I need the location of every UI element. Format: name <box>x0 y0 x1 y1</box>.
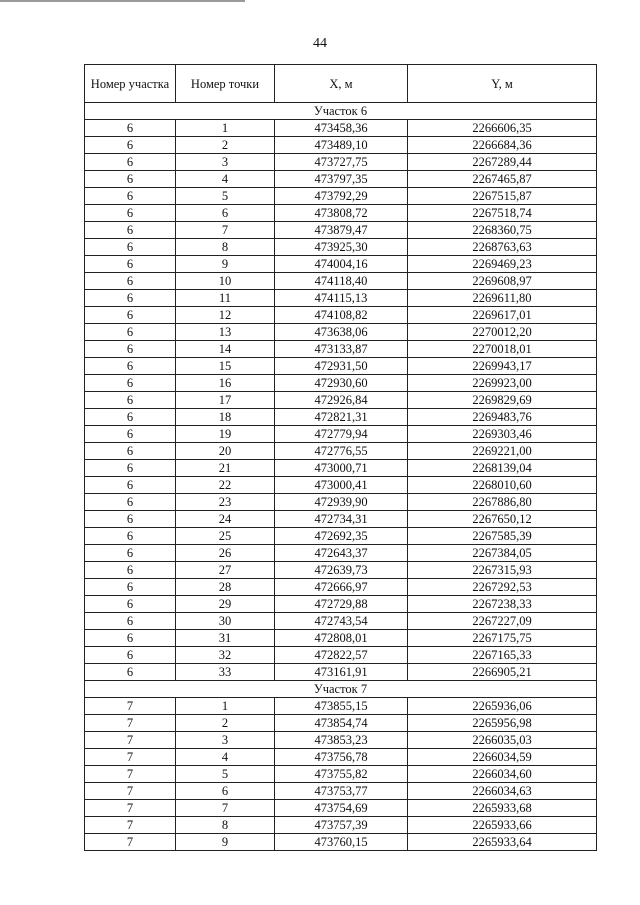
cell-x: 472808,01 <box>275 630 408 647</box>
table-row <box>85 528 597 545</box>
table-row <box>85 392 597 409</box>
cell-point-number: 6 <box>176 783 275 800</box>
cell-y: 2267292,53 <box>408 579 597 596</box>
cell-x: 473797,35 <box>275 171 408 188</box>
cell-point-number: 16 <box>176 375 275 392</box>
scan-edge-line <box>0 0 245 2</box>
table-row <box>85 120 597 137</box>
cell-x: 472734,31 <box>275 511 408 528</box>
cell-y: 2267886,80 <box>408 494 597 511</box>
cell-point-number: 9 <box>176 834 275 851</box>
cell-x: 472931,50 <box>275 358 408 375</box>
table-row <box>85 562 597 579</box>
cell-x: 472729,88 <box>275 596 408 613</box>
cell-y: 2265933,68 <box>408 800 597 817</box>
cell-plot-number: 7 <box>85 766 176 783</box>
table-row <box>85 154 597 171</box>
cell-x: 472821,31 <box>275 409 408 426</box>
cell-x: 473638,06 <box>275 324 408 341</box>
cell-point-number: 2 <box>176 137 275 154</box>
cell-y: 2265956,98 <box>408 715 597 732</box>
cell-y: 2269483,76 <box>408 409 597 426</box>
cell-x: 473000,71 <box>275 460 408 477</box>
cell-plot-number: 7 <box>85 834 176 851</box>
table-row <box>85 664 597 681</box>
table-row <box>85 477 597 494</box>
table-row <box>85 290 597 307</box>
cell-point-number: 19 <box>176 426 275 443</box>
cell-point-number: 5 <box>176 188 275 205</box>
cell-point-number: 8 <box>176 817 275 834</box>
cell-x: 472643,37 <box>275 545 408 562</box>
cell-point-number: 21 <box>176 460 275 477</box>
table-row <box>85 222 597 239</box>
table-row <box>85 834 597 851</box>
page-number: 44 <box>313 36 327 51</box>
cell-point-number: 3 <box>176 154 275 171</box>
cell-plot-number: 6 <box>85 239 176 256</box>
cell-point-number: 28 <box>176 579 275 596</box>
cell-point-number: 22 <box>176 477 275 494</box>
coordinates-table <box>84 64 597 851</box>
cell-y: 2270018,01 <box>408 341 597 358</box>
cell-y: 2267175,75 <box>408 630 597 647</box>
cell-y: 2266684,36 <box>408 137 597 154</box>
cell-point-number: 7 <box>176 800 275 817</box>
table-row <box>85 460 597 477</box>
cell-plot-number: 6 <box>85 562 176 579</box>
table-row <box>85 630 597 647</box>
cell-y: 2270012,20 <box>408 324 597 341</box>
cell-x: 472822,57 <box>275 647 408 664</box>
cell-plot-number: 6 <box>85 188 176 205</box>
cell-x: 472692,35 <box>275 528 408 545</box>
cell-plot-number: 6 <box>85 579 176 596</box>
cell-x: 473755,82 <box>275 766 408 783</box>
cell-y: 2267289,44 <box>408 154 597 171</box>
cell-point-number: 4 <box>176 749 275 766</box>
cell-point-number: 25 <box>176 528 275 545</box>
cell-y: 2267227,09 <box>408 613 597 630</box>
table-row <box>85 171 597 188</box>
table-row <box>85 188 597 205</box>
cell-plot-number: 6 <box>85 290 176 307</box>
cell-plot-number: 7 <box>85 715 176 732</box>
cell-y: 2269221,00 <box>408 443 597 460</box>
cell-x: 473754,69 <box>275 800 408 817</box>
cell-point-number: 10 <box>176 273 275 290</box>
header-x: X, м <box>275 65 408 103</box>
table-row <box>85 239 597 256</box>
cell-point-number: 13 <box>176 324 275 341</box>
cell-plot-number: 6 <box>85 154 176 171</box>
cell-x: 472930,60 <box>275 375 408 392</box>
cell-point-number: 2 <box>176 715 275 732</box>
cell-y: 2267238,33 <box>408 596 597 613</box>
cell-y: 2266034,60 <box>408 766 597 783</box>
cell-x: 472926,84 <box>275 392 408 409</box>
cell-point-number: 23 <box>176 494 275 511</box>
cell-y: 2267384,05 <box>408 545 597 562</box>
cell-x: 473753,77 <box>275 783 408 800</box>
cell-x: 474118,40 <box>275 273 408 290</box>
table-row <box>85 307 597 324</box>
cell-y: 2269608,97 <box>408 273 597 290</box>
cell-y: 2267585,39 <box>408 528 597 545</box>
cell-point-number: 14 <box>176 341 275 358</box>
cell-point-number: 27 <box>176 562 275 579</box>
table-row <box>85 409 597 426</box>
cell-plot-number: 6 <box>85 647 176 664</box>
cell-y: 2265936,06 <box>408 698 597 715</box>
cell-plot-number: 6 <box>85 409 176 426</box>
cell-plot-number: 6 <box>85 392 176 409</box>
cell-y: 2267518,74 <box>408 205 597 222</box>
cell-x: 473000,41 <box>275 477 408 494</box>
cell-y: 2269943,17 <box>408 358 597 375</box>
cell-x: 473757,39 <box>275 817 408 834</box>
cell-plot-number: 6 <box>85 426 176 443</box>
cell-y: 2269303,46 <box>408 426 597 443</box>
cell-plot-number: 6 <box>85 443 176 460</box>
cell-y: 2268139,04 <box>408 460 597 477</box>
table-body <box>85 103 597 851</box>
cell-y: 2269611,80 <box>408 290 597 307</box>
cell-x: 473879,47 <box>275 222 408 239</box>
table-row <box>85 732 597 749</box>
cell-plot-number: 6 <box>85 120 176 137</box>
cell-point-number: 6 <box>176 205 275 222</box>
section-row <box>85 103 597 120</box>
cell-y: 2266034,63 <box>408 783 597 800</box>
section-row <box>85 681 597 698</box>
cell-point-number: 1 <box>176 698 275 715</box>
cell-point-number: 32 <box>176 647 275 664</box>
cell-point-number: 9 <box>176 256 275 273</box>
cell-x: 473458,36 <box>275 120 408 137</box>
cell-point-number: 18 <box>176 409 275 426</box>
cell-plot-number: 7 <box>85 800 176 817</box>
table-row <box>85 511 597 528</box>
cell-plot-number: 7 <box>85 749 176 766</box>
cell-x: 472743,54 <box>275 613 408 630</box>
cell-x: 472939,90 <box>275 494 408 511</box>
cell-point-number: 8 <box>176 239 275 256</box>
table-row <box>85 800 597 817</box>
cell-plot-number: 6 <box>85 664 176 681</box>
cell-x: 473161,91 <box>275 664 408 681</box>
cell-plot-number: 6 <box>85 205 176 222</box>
cell-y: 2266034,59 <box>408 749 597 766</box>
table-row <box>85 205 597 222</box>
cell-plot-number: 6 <box>85 358 176 375</box>
cell-x: 474115,13 <box>275 290 408 307</box>
cell-point-number: 4 <box>176 171 275 188</box>
cell-plot-number: 6 <box>85 630 176 647</box>
table-row <box>85 613 597 630</box>
cell-plot-number: 6 <box>85 341 176 358</box>
cell-plot-number: 6 <box>85 307 176 324</box>
table-row <box>85 137 597 154</box>
cell-point-number: 3 <box>176 732 275 749</box>
header-point-number: Номер точки <box>176 65 275 103</box>
table-row <box>85 494 597 511</box>
table-row <box>85 545 597 562</box>
cell-plot-number: 6 <box>85 171 176 188</box>
table-row <box>85 817 597 834</box>
section-title: Участок 6 <box>85 103 597 120</box>
table-row <box>85 715 597 732</box>
cell-y: 2266606,35 <box>408 120 597 137</box>
cell-point-number: 26 <box>176 545 275 562</box>
cell-plot-number: 7 <box>85 817 176 834</box>
table-row <box>85 341 597 358</box>
cell-y: 2267315,93 <box>408 562 597 579</box>
section-title: Участок 7 <box>85 681 597 698</box>
cell-point-number: 24 <box>176 511 275 528</box>
cell-plot-number: 6 <box>85 222 176 239</box>
cell-x: 473925,30 <box>275 239 408 256</box>
cell-x: 473808,72 <box>275 205 408 222</box>
cell-x: 474004,16 <box>275 256 408 273</box>
cell-plot-number: 6 <box>85 324 176 341</box>
cell-y: 2269923,00 <box>408 375 597 392</box>
cell-plot-number: 6 <box>85 528 176 545</box>
table-row <box>85 426 597 443</box>
cell-point-number: 15 <box>176 358 275 375</box>
cell-x: 473756,78 <box>275 749 408 766</box>
cell-x: 473489,10 <box>275 137 408 154</box>
table-row <box>85 324 597 341</box>
cell-x: 473792,29 <box>275 188 408 205</box>
cell-y: 2266905,21 <box>408 664 597 681</box>
cell-point-number: 20 <box>176 443 275 460</box>
header-row <box>85 65 597 103</box>
cell-plot-number: 6 <box>85 477 176 494</box>
table-row <box>85 766 597 783</box>
header-plot-number: Номер участка <box>85 65 176 103</box>
cell-y: 2269829,69 <box>408 392 597 409</box>
cell-x: 473760,15 <box>275 834 408 851</box>
cell-y: 2267650,12 <box>408 511 597 528</box>
cell-plot-number: 6 <box>85 375 176 392</box>
cell-x: 473727,75 <box>275 154 408 171</box>
cell-x: 472666,97 <box>275 579 408 596</box>
cell-plot-number: 7 <box>85 698 176 715</box>
table-row <box>85 698 597 715</box>
cell-x: 473853,23 <box>275 732 408 749</box>
cell-y: 2269617,01 <box>408 307 597 324</box>
cell-y: 2269469,23 <box>408 256 597 273</box>
table-row <box>85 749 597 766</box>
cell-plot-number: 6 <box>85 494 176 511</box>
cell-plot-number: 6 <box>85 511 176 528</box>
cell-plot-number: 6 <box>85 596 176 613</box>
cell-plot-number: 6 <box>85 613 176 630</box>
table-row <box>85 596 597 613</box>
cell-x: 473854,74 <box>275 715 408 732</box>
cell-plot-number: 6 <box>85 137 176 154</box>
cell-y: 2266035,03 <box>408 732 597 749</box>
cell-y: 2268360,75 <box>408 222 597 239</box>
cell-x: 473133,87 <box>275 341 408 358</box>
cell-point-number: 29 <box>176 596 275 613</box>
cell-point-number: 5 <box>176 766 275 783</box>
cell-point-number: 30 <box>176 613 275 630</box>
cell-point-number: 31 <box>176 630 275 647</box>
table-row <box>85 256 597 273</box>
table-row <box>85 783 597 800</box>
cell-y: 2267165,33 <box>408 647 597 664</box>
cell-y: 2267465,87 <box>408 171 597 188</box>
header-y: Y, м <box>408 65 597 103</box>
cell-plot-number: 7 <box>85 783 176 800</box>
table-row <box>85 273 597 290</box>
cell-y: 2265933,64 <box>408 834 597 851</box>
cell-x: 472776,55 <box>275 443 408 460</box>
cell-y: 2268010,60 <box>408 477 597 494</box>
cell-y: 2268763,63 <box>408 239 597 256</box>
table-row <box>85 358 597 375</box>
table-row <box>85 375 597 392</box>
cell-x: 472639,73 <box>275 562 408 579</box>
cell-point-number: 11 <box>176 290 275 307</box>
cell-plot-number: 6 <box>85 545 176 562</box>
cell-plot-number: 6 <box>85 460 176 477</box>
cell-point-number: 1 <box>176 120 275 137</box>
cell-point-number: 12 <box>176 307 275 324</box>
cell-y: 2265933,66 <box>408 817 597 834</box>
table-row <box>85 443 597 460</box>
cell-x: 474108,82 <box>275 307 408 324</box>
cell-plot-number: 7 <box>85 732 176 749</box>
cell-x: 473855,15 <box>275 698 408 715</box>
cell-y: 2267515,87 <box>408 188 597 205</box>
cell-point-number: 33 <box>176 664 275 681</box>
cell-point-number: 7 <box>176 222 275 239</box>
table-header <box>85 65 597 103</box>
table-row <box>85 579 597 596</box>
table-row <box>85 647 597 664</box>
cell-x: 472779,94 <box>275 426 408 443</box>
cell-plot-number: 6 <box>85 256 176 273</box>
cell-point-number: 17 <box>176 392 275 409</box>
cell-plot-number: 6 <box>85 273 176 290</box>
